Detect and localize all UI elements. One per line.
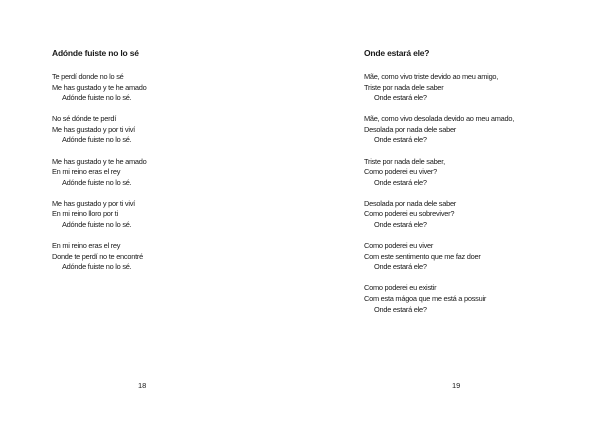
verse-line: Me has gustado y por ti viví — [52, 198, 135, 208]
refrain-line: Onde estará ele? — [374, 135, 427, 145]
verse-line: En mi reino eras el rey — [52, 167, 121, 177]
right-page — [300, 0, 600, 425]
refrain-line: Onde estará ele? — [374, 177, 427, 187]
verse-line: Com esta mágoa que me está a possuir — [364, 294, 487, 303]
stanza — [364, 199, 514, 231]
refrain-line: Adónde fuiste no lo sé. — [62, 93, 132, 103]
stanza — [364, 283, 514, 315]
verse-line: Te perdí donde no lo sé — [52, 72, 124, 81]
verse-line: Como poderei eu existir — [364, 283, 437, 293]
refrain-line: Adónde fuiste no lo sé. — [62, 220, 132, 230]
refrain-line: Onde estará ele? — [374, 220, 427, 230]
refrain-line: Adónde fuiste no lo sé. — [62, 177, 132, 187]
verse-line: Me has gustado y te he amado — [52, 82, 147, 92]
verse-line: Me has gustado y te he amado — [52, 156, 147, 166]
verse-line: En mi reino lloro por ti — [52, 209, 118, 219]
stanza — [52, 114, 146, 146]
verse-line: No sé dónde te perdí — [52, 114, 117, 124]
verse-line: Com este sentimento que me faz doer — [364, 251, 481, 261]
poem-body — [52, 72, 146, 283]
page-number: 18 — [138, 381, 147, 390]
verse-line: Como poderei eu viver? — [364, 167, 437, 177]
verse-line: Como poderei eu sobreviver? — [364, 209, 455, 219]
page-number: 19 — [452, 381, 461, 390]
stanza — [364, 114, 514, 146]
stanza — [364, 241, 514, 273]
poem-title: Adónde fuiste no lo sé — [52, 48, 139, 58]
verse-line: Como poderei eu viver — [364, 241, 434, 251]
verse-line: Triste por nada dele saber — [364, 82, 444, 92]
stanza — [52, 157, 146, 189]
refrain-line: Adónde fuiste no lo sé. — [62, 135, 132, 145]
stanza — [364, 72, 514, 104]
refrain-line: Onde estará ele? — [374, 304, 427, 314]
stanza — [52, 199, 146, 231]
refrain-line: Onde estará ele? — [374, 93, 427, 103]
verse-line: Mãe, como vivo triste devido ao meu amigo, — [364, 72, 499, 81]
verse-line: Desolada por nada dele saber — [364, 198, 457, 208]
verse-line: Desolada por nada dele saber — [364, 124, 457, 134]
stanza — [364, 157, 514, 189]
refrain-line: Adónde fuiste no lo sé. — [62, 262, 132, 272]
verse-line: Me has gustado y por ti viví — [52, 124, 135, 134]
verse-line: En mi reino eras el rey — [52, 241, 121, 251]
poem-title: Onde estará ele? — [364, 48, 430, 58]
stanza — [52, 241, 146, 273]
poem-body — [364, 72, 514, 326]
stanza — [52, 72, 146, 104]
refrain-line: Onde estará ele? — [374, 262, 427, 272]
verse-line: Donde te perdí no te encontré — [52, 251, 143, 261]
verse-line: Mãe, como vivo desolada devido ao meu amado, — [364, 114, 515, 124]
verse-line: Triste por nada dele saber, — [364, 156, 445, 166]
